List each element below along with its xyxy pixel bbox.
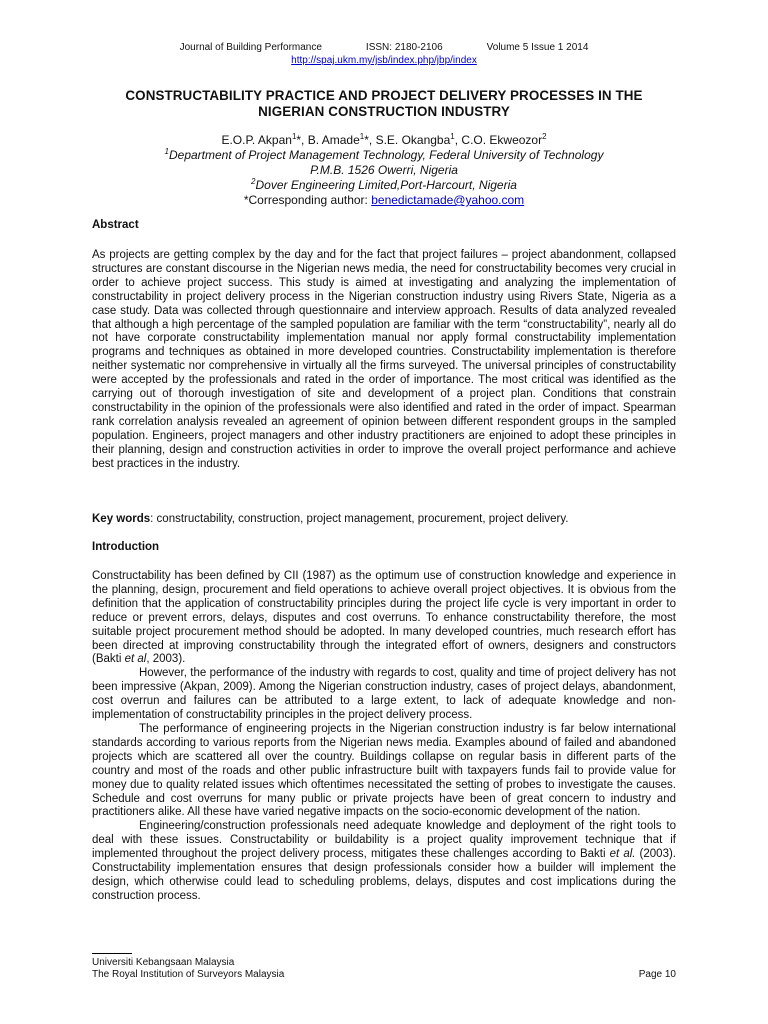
author-name: S.E. Okangba	[375, 133, 451, 147]
intro-paragraph-2: However, the performance of the industry with regards to cost, quality and time of project delivery has not been impressive (Akpan, 2009). Among the Nigerian construction industry, cases of project delays, abandonment, cost overrun and failures can be attributed to a large extent, to lack of adequate knowledge and non-implementation of constructability principles in the project delivery process.	[92, 667, 676, 722]
keywords-line	[92, 513, 676, 527]
intro-paragraph-1	[92, 570, 676, 667]
affiliation-1-address: P.M.B. 1526 Owerri, Nigeria	[310, 163, 458, 177]
keywords-section	[92, 513, 676, 527]
introduction-heading: Introduction	[92, 541, 160, 553]
intro-text: , 2003).	[146, 653, 186, 666]
intro-paragraph-3: The performance of engineering projects in the Nigerian construction industry is far below international standards according to various reports from the Nigerian news media. Examples abound of failed and abandoned projects which are scattered all over the country. Buildings collapse on regular basis in different parts of the country and most of the roads and other public infrastructure built with taxpayers funds fail to provide value for money due to quality related issues which oftentimes necessitated the setting of probes to investigate the causes. Schedule and cost overruns for many public or private projects have been of great concern to industry and practitioners alike. All these have varied negative impacts on the socio-economic development of the nation.	[92, 722, 676, 819]
journal-volume: Volume 5 Issue 1 2014	[486, 42, 589, 53]
intro-text: Engineering/construction professionals need adequate knowledge and deployment of the right tools to deal with these issues. Constructability or buildability is a project quality improvement technique that if implemented throughout the project delivery process, mitigates these challenges according to Bakti	[92, 820, 676, 861]
journal-url-link[interactable]: http://spaj.ukm.my/jsb/index.php/jbp/index	[291, 55, 477, 66]
intro-text: Constructability has been defined by CII (1987) as the optimum use of construction knowledge and experience in the planning, design, procurement and field operations to achieve overall project objectives. It is obvious from the definition that the application of constructability principles during the project life cycle is very important in order to reduce or prevent errors, delays, disputes and cost overruns. To enhance constructability therefore, the most suitable project procurement method should be adopted. In many developed countries, much research effort has been directed at improving constructability through the integrated effort of owners, designers and constructors (Bakti	[92, 570, 676, 666]
corresponding-label: *Corresponding author:	[243, 193, 372, 207]
abstract-text: As projects are getting complex by the day and for the fact that project failures – project abandonment, collapsed structures are constant discourse in the Nigerian news media, the need for constructability becomes very crucial in order to achieve project success. This study is aimed at investigating and analyzing the implementation of constructability in project delivery process in the Nigerian construction industry using Rivers State, Nigeria as a case study. Data was collected through questionnaire and interview approach. Results of data analyzed revealed that although a high percentage of the sampled population are familiar with the term “constructability”, nearly all do not have corporate constructability implementation manual nor apply formal constructability implementation programs and techniques as obtained in more developed countries. Constructability implementation is therefore neither systematic nor comprehensive in virtually all the firms surveyed. The universal principles of constructability were accepted by the professionals and rated in the order of importance. The most critical was identified as the carrying out of thorough investigation of site and development of a project plan. Conditions that constrain constructability in the opinion of the professionals were also identified and rated in the order of impact. Spearman rank correlation analysis revealed an agreement of opinion between different respondent groups in the sampled population. Engineers, project managers and other industry practitioners are enjoined to adopt these principles in their planning, design and construction activities in order to improve the overall project performance and achieve best practices in the industry.	[92, 249, 676, 470]
author-name: E.O.P. Akpan	[221, 133, 292, 147]
affiliation-mark: 1	[164, 147, 169, 156]
author-separator: ,	[454, 133, 462, 147]
author-list	[92, 133, 676, 148]
footer-rule	[92, 953, 132, 954]
journal-name: Journal of Building Performance	[179, 42, 322, 53]
journal-header	[0, 41, 768, 67]
author-affiliation-mark: 2	[542, 132, 547, 141]
affiliation-2	[92, 178, 676, 193]
introduction-section	[92, 570, 676, 904]
keywords-label: Key words	[92, 513, 151, 525]
affiliation-1	[92, 148, 676, 163]
page-number: Page 10	[638, 969, 676, 980]
keywords-text: : constructability, construction, project management, procurement, project delivery.	[150, 513, 569, 525]
author-separator: *,	[296, 133, 308, 147]
abstract-heading-block	[92, 219, 676, 233]
journal-info-line	[0, 41, 768, 54]
introduction-heading-block	[92, 541, 676, 555]
citation-etal: et al.	[609, 848, 636, 861]
intro-paragraph-4	[92, 820, 676, 903]
author-block	[92, 133, 676, 208]
author-affiliation-mark: 1	[450, 132, 455, 141]
affiliation-text: Department of Project Management Technology, Federal University of Technology	[168, 148, 604, 162]
journal-issn: ISSN: 2180-2106	[365, 42, 443, 53]
affiliation-mark: 2	[251, 177, 256, 186]
footer-line-1: Universiti Kebangsaan Malaysia	[92, 957, 235, 968]
author-affiliation-mark: 1	[359, 132, 365, 141]
author-name: C.O. Ekweozor	[461, 133, 543, 147]
citation-etal: et al	[124, 653, 147, 666]
author-affiliation-mark: 1	[291, 132, 297, 141]
paper-title: CONSTRUCTABILITY PRACTICE AND PROJECT DELIVERY PROCESSES IN THE NIGERIAN CONSTRUCTION INDUSTRY	[125, 88, 643, 119]
abstract-section	[92, 249, 676, 472]
intro-text: (2003). Constructability implementation ensures that design professionals consider how a builder will implement the design, which otherwise could lead to scheduling problems, delays, disputes and cost implications during the construction process.	[92, 848, 676, 902]
abstract-heading: Abstract	[92, 219, 139, 231]
affiliation-text: Dover Engineering Limited,Port-Harcourt, Nigeria	[255, 178, 517, 192]
author-name: B. Amade	[307, 133, 360, 147]
page-footer	[92, 957, 676, 981]
footer-line-2: The Royal Institution of Surveyors Malaysia	[92, 969, 285, 980]
corresponding-email-link[interactable]: benedictamade@yahoo.com	[371, 193, 525, 207]
corresponding-author	[92, 193, 676, 208]
author-separator: *,	[364, 133, 376, 147]
